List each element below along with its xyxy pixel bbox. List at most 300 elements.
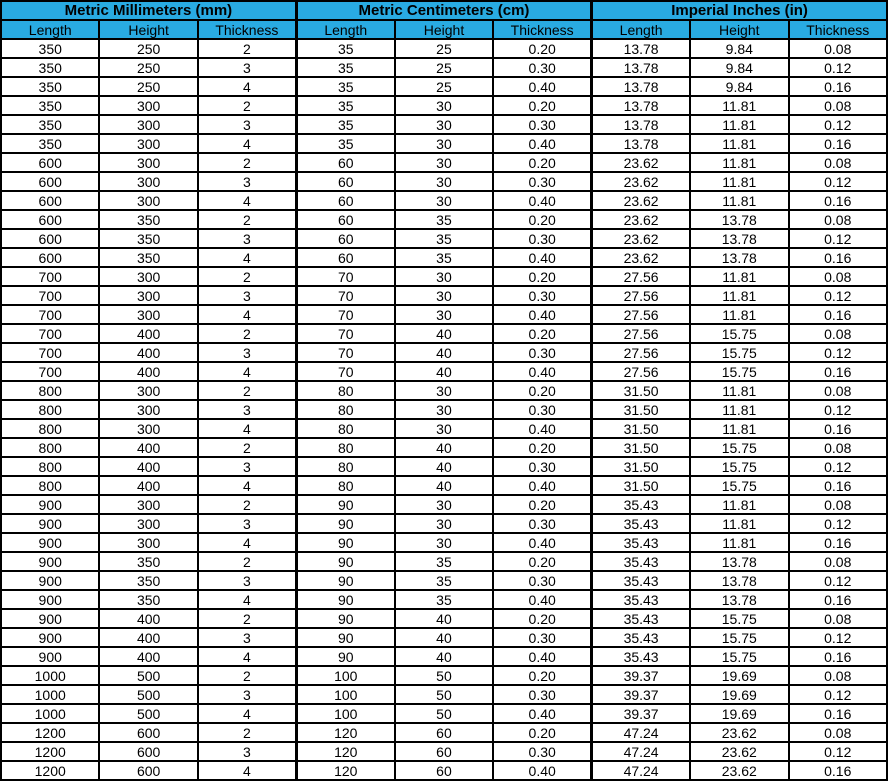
table-cell: 3 [198, 343, 296, 362]
table-cell: 70 [296, 324, 394, 343]
table-cell: 15.75 [690, 362, 788, 381]
table-cell: 47.24 [592, 742, 690, 761]
table-cell: 35 [296, 115, 394, 134]
table-cell: 13.78 [592, 115, 690, 134]
table-row [1, 514, 887, 533]
table-cell: 60 [296, 248, 394, 267]
table-cell: 90 [296, 533, 394, 552]
table-cell: 30 [395, 153, 493, 172]
table-cell: 19.69 [690, 666, 788, 685]
table-cell: 300 [99, 134, 197, 153]
table-cell: 0.16 [789, 704, 888, 723]
table-row [1, 58, 887, 77]
table-cell: 40 [395, 647, 493, 666]
table-cell: 0.20 [493, 153, 591, 172]
table-cell: 0.16 [789, 476, 888, 495]
table-cell: 0.40 [493, 704, 591, 723]
table-cell: 60 [395, 742, 493, 761]
table-cell: 35.43 [592, 552, 690, 571]
table-cell: 11.81 [690, 419, 788, 438]
table-cell: 11.81 [690, 134, 788, 153]
table-cell: 0.40 [493, 305, 591, 324]
table-cell: 400 [99, 343, 197, 362]
table-cell: 120 [296, 742, 394, 761]
table-cell: 30 [395, 134, 493, 153]
table-cell: 1200 [1, 742, 99, 761]
table-cell: 900 [1, 590, 99, 609]
table-cell: 700 [1, 267, 99, 286]
table-row [1, 134, 887, 153]
table-row [1, 590, 887, 609]
table-row [1, 609, 887, 628]
table-cell: 0.30 [493, 286, 591, 305]
table-cell: 35 [296, 58, 394, 77]
table-cell: 350 [99, 210, 197, 229]
table-cell: 300 [99, 400, 197, 419]
table-cell: 350 [1, 77, 99, 96]
table-cell: 9.84 [690, 58, 788, 77]
table-cell: 0.08 [789, 666, 888, 685]
table-cell: 3 [198, 685, 296, 704]
table-cell: 1000 [1, 666, 99, 685]
table-cell: 11.81 [690, 533, 788, 552]
table-cell: 35 [296, 77, 394, 96]
table-cell: 900 [1, 647, 99, 666]
table-cell: 23.62 [592, 172, 690, 191]
col-header-cm-height: Height [395, 20, 493, 39]
table-cell: 30 [395, 115, 493, 134]
table-cell: 13.78 [592, 96, 690, 115]
table-cell: 0.12 [789, 229, 888, 248]
table-cell: 70 [296, 267, 394, 286]
table-cell: 0.40 [493, 191, 591, 210]
table-cell: 300 [99, 286, 197, 305]
table-cell: 0.30 [493, 58, 591, 77]
table-cell: 400 [99, 438, 197, 457]
table-row [1, 267, 887, 286]
table-cell: 60 [296, 229, 394, 248]
table-cell: 700 [1, 362, 99, 381]
col-header-mm-thickness: Thickness [198, 20, 296, 39]
table-cell: 50 [395, 666, 493, 685]
table-cell: 31.50 [592, 400, 690, 419]
table-cell: 0.20 [493, 324, 591, 343]
table-cell: 600 [1, 153, 99, 172]
table-cell: 11.81 [690, 191, 788, 210]
table-cell: 2 [198, 96, 296, 115]
table-cell: 400 [99, 476, 197, 495]
table-cell: 27.56 [592, 343, 690, 362]
table-cell: 3 [198, 286, 296, 305]
table-cell: 31.50 [592, 476, 690, 495]
table-row [1, 77, 887, 96]
col-header-in-length: Length [592, 20, 690, 39]
table-cell: 0.20 [493, 609, 591, 628]
table-cell: 4 [198, 647, 296, 666]
table-cell: 0.30 [493, 457, 591, 476]
col-header-cm-thickness: Thickness [493, 20, 591, 39]
table-cell: 35.43 [592, 533, 690, 552]
table-cell: 40 [395, 628, 493, 647]
table-cell: 40 [395, 476, 493, 495]
table-cell: 0.08 [789, 609, 888, 628]
table-cell: 13.78 [592, 39, 690, 58]
table-cell: 100 [296, 704, 394, 723]
table-cell: 60 [296, 153, 394, 172]
table-cell: 35 [395, 248, 493, 267]
table-cell: 4 [198, 476, 296, 495]
table-cell: 25 [395, 58, 493, 77]
table-row [1, 286, 887, 305]
table-cell: 60 [296, 172, 394, 191]
table-cell: 600 [1, 229, 99, 248]
table-cell: 0.20 [493, 438, 591, 457]
table-cell: 0.12 [789, 400, 888, 419]
table-cell: 350 [99, 590, 197, 609]
table-row [1, 457, 887, 476]
table-cell: 13.78 [690, 210, 788, 229]
table-cell: 900 [1, 628, 99, 647]
table-cell: 350 [99, 571, 197, 590]
table-cell: 90 [296, 552, 394, 571]
table-row [1, 438, 887, 457]
table-cell: 2 [198, 324, 296, 343]
table-row [1, 229, 887, 248]
table-cell: 11.81 [690, 96, 788, 115]
table-cell: 900 [1, 514, 99, 533]
table-cell: 250 [99, 58, 197, 77]
table-cell: 0.12 [789, 571, 888, 590]
table-cell: 35.43 [592, 647, 690, 666]
table-cell: 27.56 [592, 286, 690, 305]
table-cell: 27.56 [592, 305, 690, 324]
table-row [1, 666, 887, 685]
table-cell: 250 [99, 77, 197, 96]
table-cell: 2 [198, 39, 296, 58]
table-cell: 80 [296, 476, 394, 495]
table-cell: 4 [198, 362, 296, 381]
table-cell: 0.20 [493, 495, 591, 514]
table-cell: 0.12 [789, 742, 888, 761]
table-cell: 0.12 [789, 343, 888, 362]
table-cell: 0.08 [789, 723, 888, 742]
column-header-row [1, 20, 887, 39]
table-cell: 0.40 [493, 77, 591, 96]
table-row [1, 552, 887, 571]
table-cell: 35 [395, 552, 493, 571]
col-header-mm-length: Length [1, 20, 99, 39]
table-cell: 90 [296, 628, 394, 647]
table-cell: 800 [1, 419, 99, 438]
table-cell: 0.40 [493, 533, 591, 552]
table-cell: 900 [1, 552, 99, 571]
table-body [1, 39, 887, 780]
table-cell: 500 [99, 685, 197, 704]
table-cell: 35.43 [592, 571, 690, 590]
table-row [1, 685, 887, 704]
table-cell: 120 [296, 761, 394, 780]
table-cell: 80 [296, 457, 394, 476]
table-row [1, 96, 887, 115]
table-cell: 3 [198, 457, 296, 476]
table-cell: 120 [296, 723, 394, 742]
table-cell: 0.16 [789, 248, 888, 267]
table-cell: 13.78 [592, 134, 690, 153]
table-cell: 80 [296, 400, 394, 419]
table-cell: 2 [198, 210, 296, 229]
table-row [1, 571, 887, 590]
table-row [1, 343, 887, 362]
table-cell: 1200 [1, 761, 99, 780]
table-cell: 90 [296, 647, 394, 666]
table-cell: 600 [1, 210, 99, 229]
table-cell: 39.37 [592, 704, 690, 723]
table-cell: 30 [395, 400, 493, 419]
table-row [1, 153, 887, 172]
table-cell: 600 [1, 248, 99, 267]
table-cell: 0.12 [789, 115, 888, 134]
table-cell: 100 [296, 666, 394, 685]
table-cell: 35 [296, 134, 394, 153]
table-cell: 0.16 [789, 134, 888, 153]
table-cell: 11.81 [690, 172, 788, 191]
table-cell: 30 [395, 172, 493, 191]
table-cell: 3 [198, 514, 296, 533]
table-cell: 11.81 [690, 267, 788, 286]
table-cell: 39.37 [592, 685, 690, 704]
table-cell: 0.08 [789, 39, 888, 58]
table-cell: 900 [1, 533, 99, 552]
table-cell: 0.16 [789, 77, 888, 96]
table-cell: 300 [99, 191, 197, 210]
table-cell: 50 [395, 685, 493, 704]
table-cell: 60 [395, 723, 493, 742]
table-cell: 0.08 [789, 495, 888, 514]
table-cell: 350 [1, 115, 99, 134]
table-cell: 0.16 [789, 362, 888, 381]
table-cell: 90 [296, 590, 394, 609]
table-cell: 800 [1, 400, 99, 419]
table-cell: 0.30 [493, 172, 591, 191]
col-header-cm-length: Length [296, 20, 394, 39]
table-cell: 11.81 [690, 305, 788, 324]
table-cell: 70 [296, 343, 394, 362]
table-cell: 800 [1, 438, 99, 457]
table-cell: 35 [395, 590, 493, 609]
table-cell: 0.30 [493, 685, 591, 704]
table-row [1, 647, 887, 666]
table-cell: 60 [395, 761, 493, 780]
table-cell: 0.08 [789, 324, 888, 343]
group-header-in: Imperial Inches (in) [592, 1, 887, 20]
table-cell: 40 [395, 343, 493, 362]
table-cell: 23.62 [690, 723, 788, 742]
table-cell: 31.50 [592, 381, 690, 400]
table-cell: 4 [198, 704, 296, 723]
table-cell: 400 [99, 609, 197, 628]
table-cell: 13.78 [690, 248, 788, 267]
table-cell: 300 [99, 96, 197, 115]
table-cell: 0.20 [493, 723, 591, 742]
table-cell: 400 [99, 457, 197, 476]
table-cell: 31.50 [592, 438, 690, 457]
table-cell: 35 [296, 39, 394, 58]
table-cell: 30 [395, 381, 493, 400]
table-cell: 0.30 [493, 115, 591, 134]
table-cell: 35.43 [592, 495, 690, 514]
table-cell: 400 [99, 647, 197, 666]
table-cell: 2 [198, 723, 296, 742]
table-cell: 900 [1, 495, 99, 514]
table-cell: 3 [198, 400, 296, 419]
table-cell: 11.81 [690, 400, 788, 419]
table-cell: 23.62 [690, 761, 788, 780]
table-cell: 0.12 [789, 172, 888, 191]
table-cell: 0.30 [493, 400, 591, 419]
table-cell: 800 [1, 476, 99, 495]
table-cell: 0.20 [493, 210, 591, 229]
table-cell: 3 [198, 229, 296, 248]
table-cell: 30 [395, 514, 493, 533]
table-cell: 0.12 [789, 628, 888, 647]
table-cell: 30 [395, 286, 493, 305]
table-cell: 0.20 [493, 381, 591, 400]
table-cell: 0.30 [493, 571, 591, 590]
table-cell: 350 [1, 134, 99, 153]
table-cell: 300 [99, 381, 197, 400]
table-row [1, 723, 887, 742]
table-cell: 0.30 [493, 229, 591, 248]
table-cell: 350 [1, 39, 99, 58]
table-cell: 500 [99, 704, 197, 723]
table-cell: 13.78 [690, 552, 788, 571]
table-cell: 350 [1, 58, 99, 77]
table-cell: 0.08 [789, 552, 888, 571]
table-cell: 40 [395, 362, 493, 381]
group-header-row [1, 1, 887, 20]
table-cell: 400 [99, 362, 197, 381]
table-cell: 60 [296, 191, 394, 210]
table-cell: 0.40 [493, 476, 591, 495]
table-cell: 350 [99, 229, 197, 248]
table-row [1, 742, 887, 761]
table-row [1, 476, 887, 495]
table-cell: 27.56 [592, 324, 690, 343]
table-cell: 0.20 [493, 96, 591, 115]
table-cell: 0.40 [493, 647, 591, 666]
table-cell: 15.75 [690, 628, 788, 647]
table-cell: 40 [395, 324, 493, 343]
table-cell: 2 [198, 438, 296, 457]
col-header-mm-height: Height [99, 20, 197, 39]
table-cell: 35.43 [592, 590, 690, 609]
table-cell: 0.08 [789, 153, 888, 172]
table-cell: 0.30 [493, 514, 591, 533]
table-cell: 80 [296, 438, 394, 457]
table-cell: 35 [395, 571, 493, 590]
table-cell: 0.16 [789, 647, 888, 666]
table-cell: 0.16 [789, 533, 888, 552]
table-cell: 23.62 [592, 229, 690, 248]
table-cell: 600 [1, 191, 99, 210]
table-cell: 500 [99, 666, 197, 685]
table-cell: 350 [99, 552, 197, 571]
table-cell: 0.30 [493, 742, 591, 761]
table-cell: 19.69 [690, 685, 788, 704]
table-row [1, 191, 887, 210]
table-cell: 0.40 [493, 590, 591, 609]
table-cell: 0.12 [789, 514, 888, 533]
table-cell: 23.62 [592, 191, 690, 210]
table-cell: 1200 [1, 723, 99, 742]
table-cell: 23.62 [690, 742, 788, 761]
table-row [1, 248, 887, 267]
table-row [1, 39, 887, 58]
table-cell: 400 [99, 324, 197, 343]
table-row [1, 381, 887, 400]
table-row [1, 115, 887, 134]
table-cell: 30 [395, 419, 493, 438]
table-row [1, 172, 887, 191]
table-row [1, 628, 887, 647]
table-cell: 19.69 [690, 704, 788, 723]
table-row [1, 210, 887, 229]
table-cell: 13.78 [690, 229, 788, 248]
table-cell: 0.20 [493, 666, 591, 685]
table-cell: 13.78 [592, 58, 690, 77]
table-cell: 4 [198, 191, 296, 210]
table-cell: 0.16 [789, 761, 888, 780]
table-cell: 0.16 [789, 590, 888, 609]
table-cell: 31.50 [592, 419, 690, 438]
table-cell: 90 [296, 609, 394, 628]
table-cell: 4 [198, 305, 296, 324]
table-row [1, 761, 887, 780]
table-cell: 300 [99, 172, 197, 191]
table-cell: 70 [296, 286, 394, 305]
table-cell: 700 [1, 286, 99, 305]
table-cell: 60 [296, 210, 394, 229]
table-cell: 0.40 [493, 362, 591, 381]
table-row [1, 495, 887, 514]
table-cell: 30 [395, 533, 493, 552]
table-cell: 30 [395, 96, 493, 115]
table-cell: 90 [296, 495, 394, 514]
table-cell: 0.20 [493, 39, 591, 58]
table-cell: 0.40 [493, 761, 591, 780]
table-cell: 2 [198, 552, 296, 571]
table-cell: 47.24 [592, 761, 690, 780]
table-cell: 90 [296, 514, 394, 533]
table-cell: 27.56 [592, 267, 690, 286]
table-cell: 40 [395, 457, 493, 476]
table-cell: 40 [395, 438, 493, 457]
table-cell: 350 [99, 248, 197, 267]
table-cell: 23.62 [592, 153, 690, 172]
table-cell: 35.43 [592, 609, 690, 628]
group-header-mm: Metric Millimeters (mm) [1, 1, 296, 20]
table-cell: 70 [296, 362, 394, 381]
table-cell: 0.08 [789, 210, 888, 229]
table-cell: 47.24 [592, 723, 690, 742]
table-cell: 9.84 [690, 77, 788, 96]
table-cell: 0.16 [789, 191, 888, 210]
table-cell: 80 [296, 381, 394, 400]
table-cell: 2 [198, 495, 296, 514]
table-cell: 0.12 [789, 286, 888, 305]
col-header-in-height: Height [690, 20, 788, 39]
table-cell: 350 [1, 96, 99, 115]
